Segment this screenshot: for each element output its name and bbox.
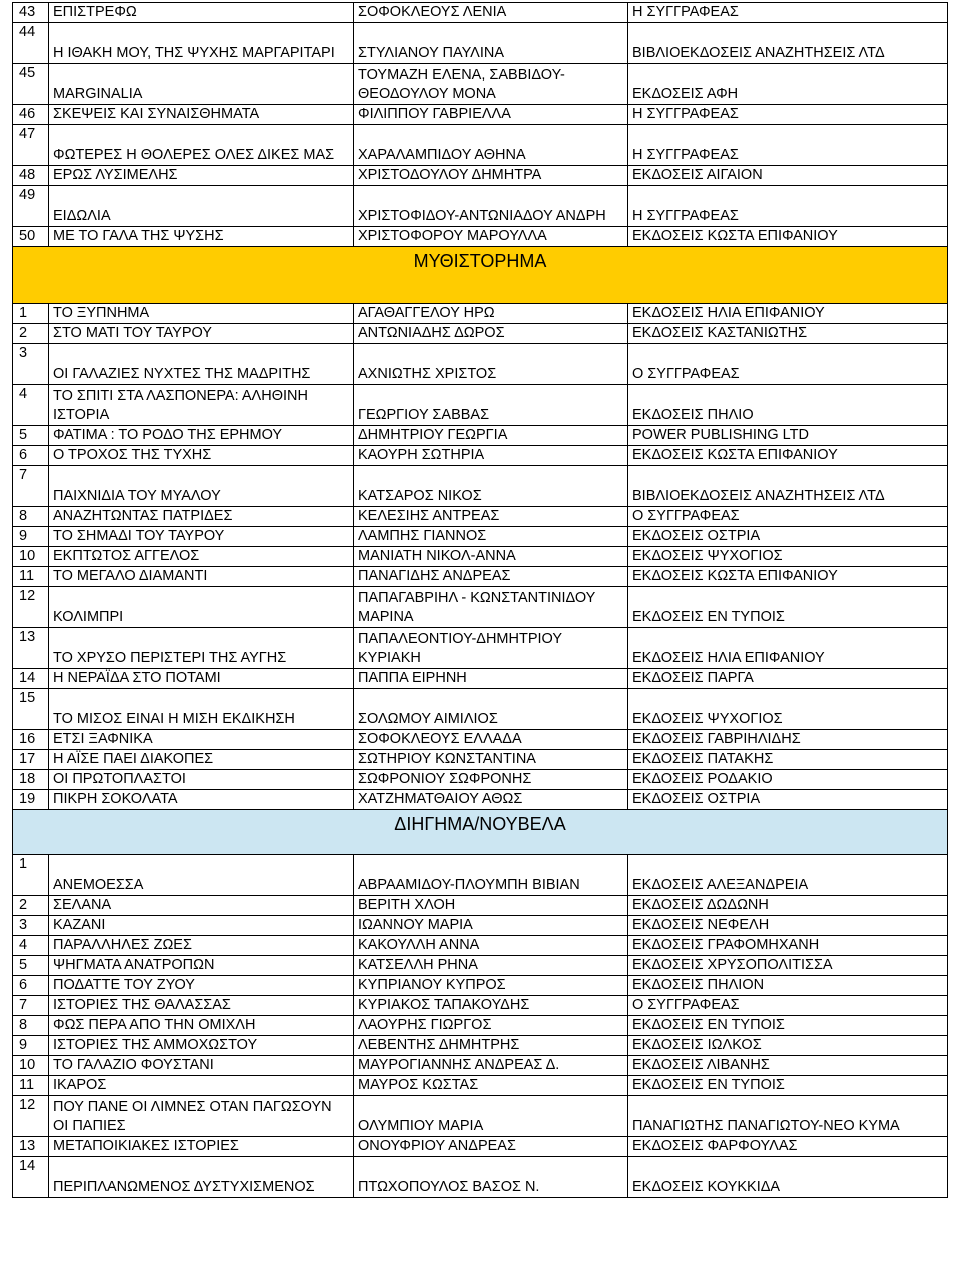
book-publisher: ΕΚΔΟΣΕΙΣ ΗΛΙΑ ΕΠΙΦΑΝΙΟΥ (628, 628, 948, 669)
book-publisher: Ο ΣΥΓΓΡΑΦΕΑΣ (628, 344, 948, 385)
table-row (13, 385, 948, 426)
book-title: ΕΙΔΩΛΙΑ (49, 186, 354, 227)
book-author: ΒΕΡΙΤΗ ΧΛΟΗ (354, 896, 628, 916)
book-author: ΣΟΛΩΜΟΥ ΑΙΜΙΛΙΟΣ (354, 689, 628, 730)
table-row (13, 186, 948, 227)
book-author: ΜΑΥΡΟΓΙΑΝΝΗΣ ΑΝΔΡΕΑΣ Δ. (354, 1056, 628, 1076)
table-row (13, 669, 948, 689)
row-number: 9 (13, 1036, 49, 1056)
row-number: 49 (13, 186, 49, 227)
book-title: ΑΝΕΜΟΕΣΣΑ (49, 855, 354, 896)
book-author: ΣΩΤΗΡΙΟΥ ΚΩΝΣΤΑΝΤΙΝΑ (354, 750, 628, 770)
row-number: 18 (13, 770, 49, 790)
table-row (13, 1036, 948, 1056)
book-list-body (13, 3, 948, 1198)
row-number: 4 (13, 385, 49, 426)
book-title: ΨΗΓΜΑΤΑ ΑΝΑΤΡΟΠΩΝ (49, 956, 354, 976)
book-author: ΚΑΟΥΡΗ ΣΩΤΗΡΙΑ (354, 446, 628, 466)
book-author: ΑΝΤΩΝΙΑΔΗΣ ΔΩΡΟΣ (354, 324, 628, 344)
book-author: ΧΡΙΣΤΟΦΙΔΟΥ-ΑΝΤΩΝΙΑΔΟΥ ΑΝΔΡΗ (354, 186, 628, 227)
book-publisher: ΒΙΒΛΙΟΕΚΔΟΣΕΙΣ ΑΝΑΖΗΤΗΣΕΙΣ ΛΤΔ (628, 466, 948, 507)
book-author: ΟΛΥΜΠΙΟΥ ΜΑΡΙΑ (354, 1096, 628, 1137)
book-author: ΚΥΡΙΑΚΟΣ ΤΑΠΑΚΟΥΔΗΣ (354, 996, 628, 1016)
book-author: ΜΑΝΙΑΤΗ ΝΙΚΟΛ-ΑΝΝΑ (354, 547, 628, 567)
row-number: 13 (13, 1137, 49, 1157)
table-row (13, 304, 948, 324)
row-number: 1 (13, 304, 49, 324)
book-publisher: ΕΚΔΟΣΕΙΣ ΛΙΒΑΝΗΣ (628, 1056, 948, 1076)
book-publisher: POWER PUBLISHING LTD (628, 426, 948, 446)
row-number: 9 (13, 527, 49, 547)
book-publisher: ΕΚΔΟΣΕΙΣ ΠΑΤΑΚΗΣ (628, 750, 948, 770)
row-number: 15 (13, 689, 49, 730)
book-author: ΧΡΙΣΤΟΦΟΡΟΥ ΜΑΡΟΥΛΛΑ (354, 227, 628, 247)
table-row (13, 567, 948, 587)
book-title: ΟΙ ΓΑΛΑΖΙΕΣ ΝΥΧΤΕΣ ΤΗΣ ΜΑΔΡΙΤΗΣ (49, 344, 354, 385)
book-publisher: ΕΚΔΟΣΕΙΣ ΚΩΣΤΑ ΕΠΙΦΑΝΙΟΥ (628, 567, 948, 587)
book-publisher: Η ΣΥΓΓΡΑΦΕΑΣ (628, 105, 948, 125)
book-author: ΣΩΦΡΟΝΙΟΥ ΣΩΦΡΟΝΗΣ (354, 770, 628, 790)
row-number: 50 (13, 227, 49, 247)
book-title: ΕΡΩΣ ΛΥΣΙΜΕΛΗΣ (49, 166, 354, 186)
book-title: ΠΑΡΑΛΛΗΛΕΣ ΖΩΕΣ (49, 936, 354, 956)
table-row (13, 547, 948, 567)
book-author: ΧΡΙΣΤΟΔΟΥΛΟΥ ΔΗΜΗΤΡΑ (354, 166, 628, 186)
book-author: ΜΑΥΡΟΣ ΚΩΣΤΑΣ (354, 1076, 628, 1096)
table-row (13, 324, 948, 344)
book-publisher: ΕΚΔΟΣΕΙΣ ΚΑΣΤΑΝΙΩΤΗΣ (628, 324, 948, 344)
book-author: ΠΑΠΠΑ ΕΙΡΗΝΗ (354, 669, 628, 689)
row-number: 11 (13, 567, 49, 587)
row-number: 2 (13, 896, 49, 916)
book-author: ΚΑΚΟΥΛΛΗ ΑΝΝΑ (354, 936, 628, 956)
row-number: 13 (13, 628, 49, 669)
table-row (13, 166, 948, 186)
table-row (13, 1157, 948, 1198)
book-author: ΚΑΤΣΕΛΛΗ ΡΗΝΑ (354, 956, 628, 976)
book-publisher: ΠΑΝΑΓΙΩΤΗΣ ΠΑΝΑΓΙΩΤΟΥ-ΝΕΟ ΚΥΜΑ (628, 1096, 948, 1137)
book-title: ΕΚΠΤΩΤΟΣ ΑΓΓΕΛΟΣ (49, 547, 354, 567)
row-number: 46 (13, 105, 49, 125)
book-title: ΤΟ ΞΥΠΝΗΜΑ (49, 304, 354, 324)
row-number: 4 (13, 936, 49, 956)
row-number: 3 (13, 916, 49, 936)
book-title: ΤΟ ΓΑΛΑΖΙΟ ΦΟΥΣΤΑΝΙ (49, 1056, 354, 1076)
book-title: ΚΑΖΑΝΙ (49, 916, 354, 936)
book-publisher: ΕΚΔΟΣΕΙΣ ΚΩΣΤΑ ΕΠΙΦΑΝΙΟΥ (628, 446, 948, 466)
row-number: 12 (13, 587, 49, 628)
book-publisher: ΕΚΔΟΣΕΙΣ ΑΦΗ (628, 64, 948, 105)
book-author: ΟΝΟΥΦΡΙΟΥ ΑΝΔΡΕΑΣ (354, 1137, 628, 1157)
book-title: Η ΑΪΣΕ ΠΑΕΙ ΔΙΑΚΟΠΕΣ (49, 750, 354, 770)
book-publisher: ΕΚΔΟΣΕΙΣ ΕΝ ΤΥΠΟΙΣ (628, 1076, 948, 1096)
book-publisher: ΕΚΔΟΣΕΙΣ ΟΣΤΡΙΑ (628, 527, 948, 547)
row-number: 8 (13, 1016, 49, 1036)
book-title: Η ΙΘΑΚΗ ΜΟΥ, ΤΗΣ ΨΥΧΗΣ ΜΑΡΓΑΡΙΤΑΡΙ (49, 23, 354, 64)
book-author: ΚΑΤΣΑΡΟΣ ΝΙΚΟΣ (354, 466, 628, 507)
table-row (13, 790, 948, 810)
book-title: Η ΝΕΡΑΪΔΑ ΣΤΟ ΠΟΤΑΜΙ (49, 669, 354, 689)
book-title: ΙΣΤΟΡΙΕΣ ΤΗΣ ΘΑΛΑΣΣΑΣ (49, 996, 354, 1016)
table-row (13, 344, 948, 385)
table-row (13, 916, 948, 936)
book-author: ΦΙΛΙΠΠΟΥ ΓΑΒΡΙΕΛΛΑ (354, 105, 628, 125)
table-row (13, 730, 948, 750)
book-publisher: ΕΚΔΟΣΕΙΣ ΠΗΛΙΟ (628, 385, 948, 426)
book-title: MARGINALIA (49, 64, 354, 105)
row-number: 44 (13, 23, 49, 64)
section-header (13, 810, 948, 855)
row-number: 12 (13, 1096, 49, 1137)
book-author: ΓΕΩΡΓΙΟΥ ΣΑΒΒΑΣ (354, 385, 628, 426)
book-title: ΚΟΛΙΜΠΡΙ (49, 587, 354, 628)
row-number: 7 (13, 996, 49, 1016)
table-row (13, 628, 948, 669)
row-number: 1 (13, 855, 49, 896)
section-header-row (13, 247, 948, 304)
book-author: ΤΟΥΜΑΖΗ ΕΛΕΝΑ, ΣΑΒΒΙΔΟΥ-ΘΕΟΔΟΥΛΟΥ ΜΟΝΑ (354, 64, 628, 105)
row-number: 48 (13, 166, 49, 186)
table-row (13, 996, 948, 1016)
book-title: ΠΟΔΑΤΤΕ ΤΟΥ ΖΥΟΥ (49, 976, 354, 996)
book-author: ΠΑΠΑΛΕΟΝΤΙΟΥ-ΔΗΜΗΤΡΙΟΥ ΚΥΡΙΑΚΗ (354, 628, 628, 669)
section-header (13, 247, 948, 304)
row-number: 14 (13, 669, 49, 689)
table-row (13, 689, 948, 730)
book-publisher: ΕΚΔΟΣΕΙΣ ΨΥΧΟΓΙΟΣ (628, 689, 948, 730)
book-title: ΠΑΙΧΝΙΔΙΑ ΤΟΥ ΜΥΑΛΟΥ (49, 466, 354, 507)
book-publisher: ΕΚΔΟΣΕΙΣ ΙΩΛΚΟΣ (628, 1036, 948, 1056)
table-row (13, 896, 948, 916)
table-row (13, 3, 948, 23)
book-author: ΑΓΑΘΑΓΓΕΛΟΥ ΗΡΩ (354, 304, 628, 324)
book-title: ΤΟ ΧΡΥΣΟ ΠΕΡΙΣΤΕΡΙ ΤΗΣ ΑΥΓΗΣ (49, 628, 354, 669)
row-number: 5 (13, 956, 49, 976)
book-publisher: ΕΚΔΟΣΕΙΣ ΟΣΤΡΙΑ (628, 790, 948, 810)
book-publisher: ΕΚΔΟΣΕΙΣ ΚΟΥΚΚΙΔΑ (628, 1157, 948, 1198)
table-row (13, 64, 948, 105)
book-publisher: Ο ΣΥΓΓΡΑΦΕΑΣ (628, 996, 948, 1016)
table-row (13, 23, 948, 64)
book-publisher: Ο ΣΥΓΓΡΑΦΕΑΣ (628, 507, 948, 527)
book-title: ΤΟ ΣΗΜΑΔΙ ΤΟΥ ΤΑΥΡΟΥ (49, 527, 354, 547)
book-title: ΤΟ ΣΠΙΤΙ ΣΤΑ ΛΑΣΠΟΝΕΡΑ: ΑΛΗΘΙΝΗ ΙΣΤΟΡΙΑ (49, 385, 354, 426)
book-publisher: ΕΚΔΟΣΕΙΣ ΨΥΧΟΓΙΟΣ (628, 547, 948, 567)
table-row (13, 1056, 948, 1076)
row-number: 10 (13, 547, 49, 567)
book-list-table (12, 2, 948, 1198)
table-row (13, 1076, 948, 1096)
section-title: ΔΙΗΓΗΜΑ/ΝΟΥΒΕΛΑ (394, 814, 566, 834)
book-author: ΔΗΜΗΤΡΙΟΥ ΓΕΩΡΓΙΑ (354, 426, 628, 446)
row-number: 45 (13, 64, 49, 105)
table-row (13, 1137, 948, 1157)
book-author: ΚΕΛΕΣΙΗΣ ΑΝΤΡΕΑΣ (354, 507, 628, 527)
row-number: 14 (13, 1157, 49, 1198)
table-row (13, 750, 948, 770)
book-title: ΣΕΛΑΝΑ (49, 896, 354, 916)
row-number: 7 (13, 466, 49, 507)
row-number: 17 (13, 750, 49, 770)
table-row (13, 936, 948, 956)
book-publisher: ΕΚΔΟΣΕΙΣ ΦΑΡΦΟΥΛΑΣ (628, 1137, 948, 1157)
table-row (13, 770, 948, 790)
book-title: ΕΤΣΙ ΞΑΦΝΙΚΑ (49, 730, 354, 750)
book-author: ΠΑΠΑΓΑΒΡΙΗΛ - ΚΩΝΣΤΑΝΤΙΝΙΔΟΥ ΜΑΡΙΝΑ (354, 587, 628, 628)
book-title: ΕΠΙΣΤΡΕΦΩ (49, 3, 354, 23)
row-number: 47 (13, 125, 49, 166)
book-author: ΛΑΟΥΡΗΣ ΓΙΩΡΓΟΣ (354, 1016, 628, 1036)
book-title: Ο ΤΡΟΧΟΣ ΤΗΣ ΤΥΧΗΣ (49, 446, 354, 466)
book-publisher: Η ΣΥΓΓΡΑΦΕΑΣ (628, 125, 948, 166)
table-row (13, 466, 948, 507)
book-title: ΦΩΤΕΡΕΣ Η ΘΟΛΕΡΕΣ ΟΛΕΣ ΔΙΚΕΣ ΜΑΣ (49, 125, 354, 166)
table-row (13, 125, 948, 166)
book-publisher: Η ΣΥΓΓΡΑΦΕΑΣ (628, 186, 948, 227)
book-title: ΦΩΣ ΠΕΡΑ ΑΠΟ ΤΗΝ ΟΜΙΧΛΗ (49, 1016, 354, 1036)
section-title: ΜΥΘΙΣΤΟΡΗΜΑ (413, 251, 547, 271)
book-title: ΑΝΑΖΗΤΩΝΤΑΣ ΠΑΤΡΙΔΕΣ (49, 507, 354, 527)
book-author: ΚΥΠΡΙΑΝΟΥ ΚΥΠΡΟΣ (354, 976, 628, 996)
table-row (13, 426, 948, 446)
row-number: 6 (13, 446, 49, 466)
row-number: 16 (13, 730, 49, 750)
book-publisher: ΕΚΔΟΣΕΙΣ ΠΑΡΓΑ (628, 669, 948, 689)
book-publisher: ΕΚΔΟΣΕΙΣ ΓΑΒΡΙΗΛΙΔΗΣ (628, 730, 948, 750)
row-number: 5 (13, 426, 49, 446)
book-title: ΠΟΥ ΠΑΝΕ ΟΙ ΛΙΜΝΕΣ ΟΤΑΝ ΠΑΓΩΣΟΥΝ ΟΙ ΠΑΠΙΕΣ (49, 1096, 354, 1137)
table-row (13, 587, 948, 628)
row-number: 6 (13, 976, 49, 996)
book-author: ΛΕΒΕΝΤΗΣ ΔΗΜΗΤΡΗΣ (354, 1036, 628, 1056)
book-publisher: ΕΚΔΟΣΕΙΣ ΗΛΙΑ ΕΠΙΦΑΝΙΟΥ (628, 304, 948, 324)
table-row (13, 855, 948, 896)
book-publisher: ΕΚΔΟΣΕΙΣ ΡΟΔΑΚΙΟ (628, 770, 948, 790)
table-row (13, 976, 948, 996)
table-row (13, 1016, 948, 1036)
table-row (13, 507, 948, 527)
book-publisher: ΕΚΔΟΣΕΙΣ ΧΡΥΣΟΠΟΛΙΤΙΣΣΑ (628, 956, 948, 976)
book-title: ΠΕΡΙΠΛΑΝΩΜΕΝΟΣ ΔΥΣΤΥΧΙΣΜΕΝΟΣ (49, 1157, 354, 1198)
row-number: 43 (13, 3, 49, 23)
table-row (13, 105, 948, 125)
book-title: ΤΟ ΜΙΣΟΣ ΕΙΝΑΙ Η ΜΙΣΗ ΕΚΔΙΚΗΣΗ (49, 689, 354, 730)
book-author: ΣΟΦΟΚΛΕΟΥΣ ΕΛΛΑΔΑ (354, 730, 628, 750)
book-publisher: ΕΚΔΟΣΕΙΣ ΔΩΔΩΝΗ (628, 896, 948, 916)
row-number: 3 (13, 344, 49, 385)
book-title: ΣΤΟ ΜΑΤΙ ΤΟΥ ΤΑΥΡΟΥ (49, 324, 354, 344)
book-author: ΠΤΩΧΟΠΟΥΛΟΣ ΒΑΣΟΣ Ν. (354, 1157, 628, 1198)
table-row (13, 956, 948, 976)
book-author: ΛΑΜΠΗΣ ΓΙΑΝΝΟΣ (354, 527, 628, 547)
row-number: 8 (13, 507, 49, 527)
book-publisher: ΒΙΒΛΙΟΕΚΔΟΣΕΙΣ ΑΝΑΖΗΤΗΣΕΙΣ ΛΤΔ (628, 23, 948, 64)
book-publisher: ΕΚΔΟΣΕΙΣ ΠΗΛΙΟΝ (628, 976, 948, 996)
table-row (13, 1096, 948, 1137)
book-publisher: ΕΚΔΟΣΕΙΣ ΝΕΦΕΛΗ (628, 916, 948, 936)
book-author: ΣΤΥΛΙΑΝΟΥ ΠΑΥΛΙΝΑ (354, 23, 628, 64)
book-title: ΣΚΕΨΕΙΣ ΚΑΙ ΣΥΝΑΙΣΘΗΜΑΤΑ (49, 105, 354, 125)
book-publisher: Η ΣΥΓΓΡΑΦΕΑΣ (628, 3, 948, 23)
book-publisher: ΕΚΔΟΣΕΙΣ ΓΡΑΦΟΜΗΧΑΝΗ (628, 936, 948, 956)
row-number: 11 (13, 1076, 49, 1096)
book-publisher: ΕΚΔΟΣΕΙΣ ΑΙΓΑΙΟΝ (628, 166, 948, 186)
book-publisher: ΕΚΔΟΣΕΙΣ ΚΩΣΤΑ ΕΠΙΦΑΝΙΟΥ (628, 227, 948, 247)
book-title: ΙΣΤΟΡΙΕΣ ΤΗΣ ΑΜΜΟΧΩΣΤΟΥ (49, 1036, 354, 1056)
book-author: ΧΑΤΖΗΜΑΤΘΑΙΟΥ ΑΘΩΣ (354, 790, 628, 810)
book-author: ΑΒΡΑΑΜΙΔΟΥ-ΠΛΟΥΜΠΗ ΒΙΒΙΑΝ (354, 855, 628, 896)
table-row (13, 527, 948, 547)
row-number: 2 (13, 324, 49, 344)
book-author: ΑΧΝΙΩΤΗΣ ΧΡΙΣΤΟΣ (354, 344, 628, 385)
book-title: ΜΕΤΑΠΟΙΚΙΑΚΕΣ ΙΣΤΟΡΙΕΣ (49, 1137, 354, 1157)
table-row (13, 227, 948, 247)
book-title: ΜΕ ΤΟ ΓΑΛΑ ΤΗΣ ΨΥΣΗΣ (49, 227, 354, 247)
book-author: ΠΑΝΑΓΙΔΗΣ ΑΝΔΡΕΑΣ (354, 567, 628, 587)
book-title: ΤΟ ΜΕΓΑΛΟ ΔΙΑΜΑΝΤΙ (49, 567, 354, 587)
section-header-row (13, 810, 948, 855)
book-title: ΟΙ ΠΡΩΤΟΠΛΑΣΤΟΙ (49, 770, 354, 790)
book-title: ΠΙΚΡΗ ΣΟΚΟΛΑΤΑ (49, 790, 354, 810)
book-title: ΦΑΤΙΜΑ : ΤΟ ΡΟΔΟ ΤΗΣ ΕΡΗΜΟΥ (49, 426, 354, 446)
book-publisher: ΕΚΔΟΣΕΙΣ ΕΝ ΤΥΠΟΙΣ (628, 587, 948, 628)
book-title: ΙΚΑΡΟΣ (49, 1076, 354, 1096)
table-row (13, 446, 948, 466)
book-author: ΣΟΦΟΚΛΕΟΥΣ ΛΕΝΙΑ (354, 3, 628, 23)
book-author: ΙΩΑΝΝΟΥ ΜΑΡΙΑ (354, 916, 628, 936)
book-author: ΧΑΡΑΛΑΜΠΙΔΟΥ ΑΘΗΝΑ (354, 125, 628, 166)
book-publisher: ΕΚΔΟΣΕΙΣ ΕΝ ΤΥΠΟΙΣ (628, 1016, 948, 1036)
book-publisher: ΕΚΔΟΣΕΙΣ ΑΛΕΞΑΝΔΡΕΙΑ (628, 855, 948, 896)
row-number: 10 (13, 1056, 49, 1076)
row-number: 19 (13, 790, 49, 810)
